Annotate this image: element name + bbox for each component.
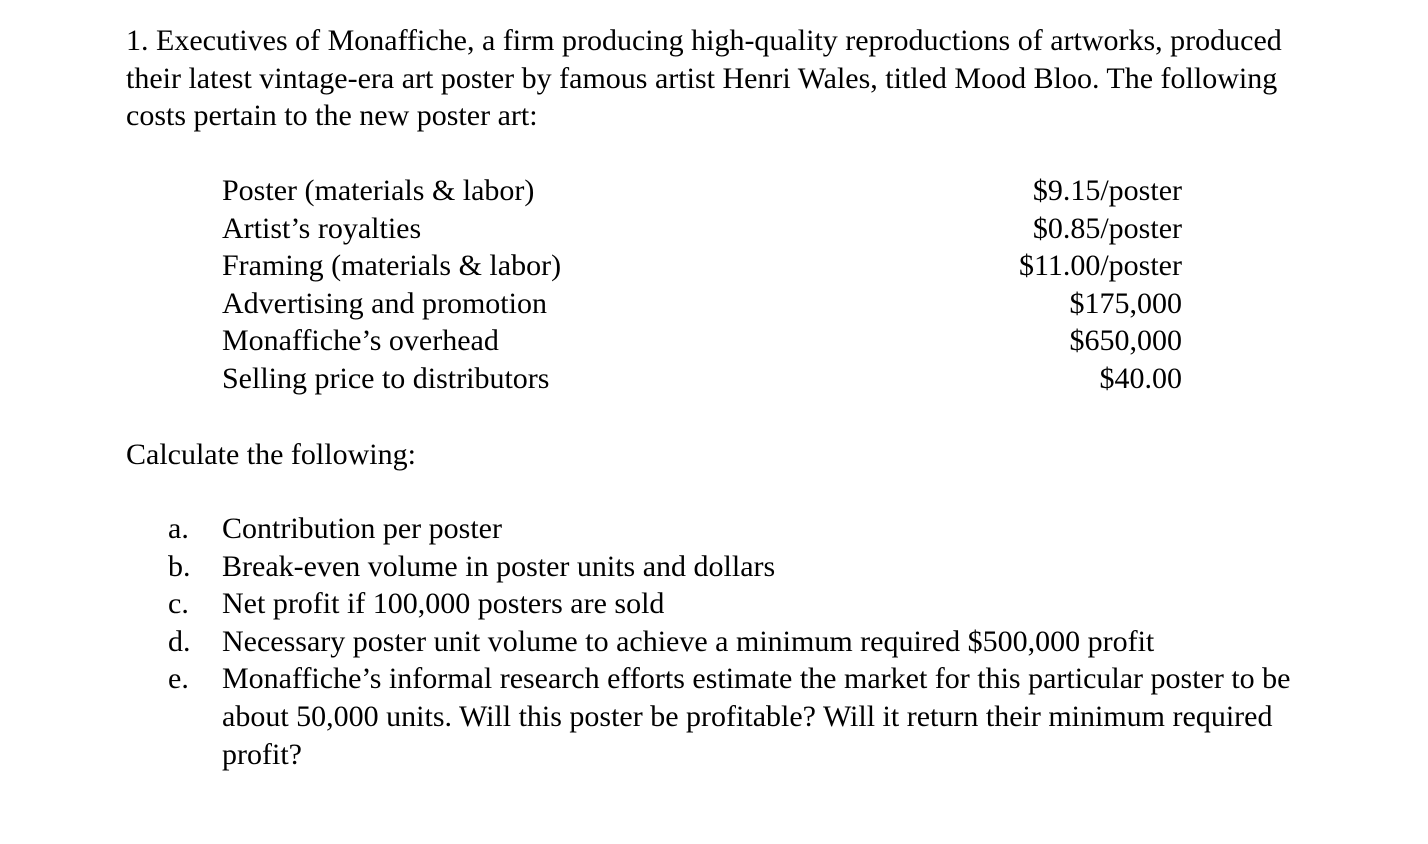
question-letter: c. (168, 587, 189, 621)
cost-value: $40.00 (1099, 361, 1182, 395)
question-list (168, 510, 1298, 773)
cost-row (222, 172, 1182, 210)
cost-value: $11.00/poster (1018, 249, 1182, 283)
question-text: Break-even volume in poster units and dollars (222, 549, 776, 583)
question-letter: d. (168, 624, 191, 658)
question-text: Monaffiche’s informal research efforts estimate the market for this particular poster to be about 50,000 units. Will this poster be profitable? Will it return their minimum required profit? (222, 662, 1291, 771)
question-text: Net profit if 100,000 posters are sold (222, 587, 665, 621)
question-item (168, 660, 1298, 773)
question-letter: e. (168, 662, 189, 696)
calculate-heading: Calculate the following: (126, 438, 416, 471)
cost-label: Monaffiche’s overhead (222, 324, 499, 358)
cost-row (222, 247, 1182, 285)
cost-value: $175,000 (1069, 286, 1182, 320)
question-text: Necessary poster unit volume to achieve a minimum required $500,000 profit (222, 624, 1155, 658)
cost-value: $650,000 (1069, 324, 1182, 358)
cost-label: Selling price to distributors (222, 361, 550, 395)
cost-value: $0.85/poster (1032, 211, 1182, 245)
cost-label: Artist’s royalties (222, 211, 422, 245)
cost-label: Advertising and promotion (222, 286, 547, 320)
question-letter: b. (168, 549, 191, 583)
question-item (168, 585, 1298, 623)
problem-intro: 1. Executives of Monaffiche, a firm producing high-quality reproductions of artworks, produced their latest vintage-era art poster by famous artist Henri Wales, titled Mood Bloo. The following costs pertain to the new poster art: (126, 24, 1282, 132)
cost-label: Poster (materials & labor) (222, 174, 535, 207)
cost-row (222, 210, 1182, 248)
cost-table (222, 172, 1182, 398)
question-text: Contribution per poster (222, 512, 502, 545)
cost-label: Framing (materials & labor) (222, 249, 562, 283)
question-letter: a. (168, 512, 189, 545)
cost-row (222, 360, 1182, 398)
question-item (168, 623, 1298, 661)
cost-row (222, 322, 1182, 360)
cost-row (222, 285, 1182, 323)
cost-value: $9.15/poster (1032, 174, 1182, 207)
question-item (168, 548, 1298, 586)
question-item (168, 510, 1298, 548)
